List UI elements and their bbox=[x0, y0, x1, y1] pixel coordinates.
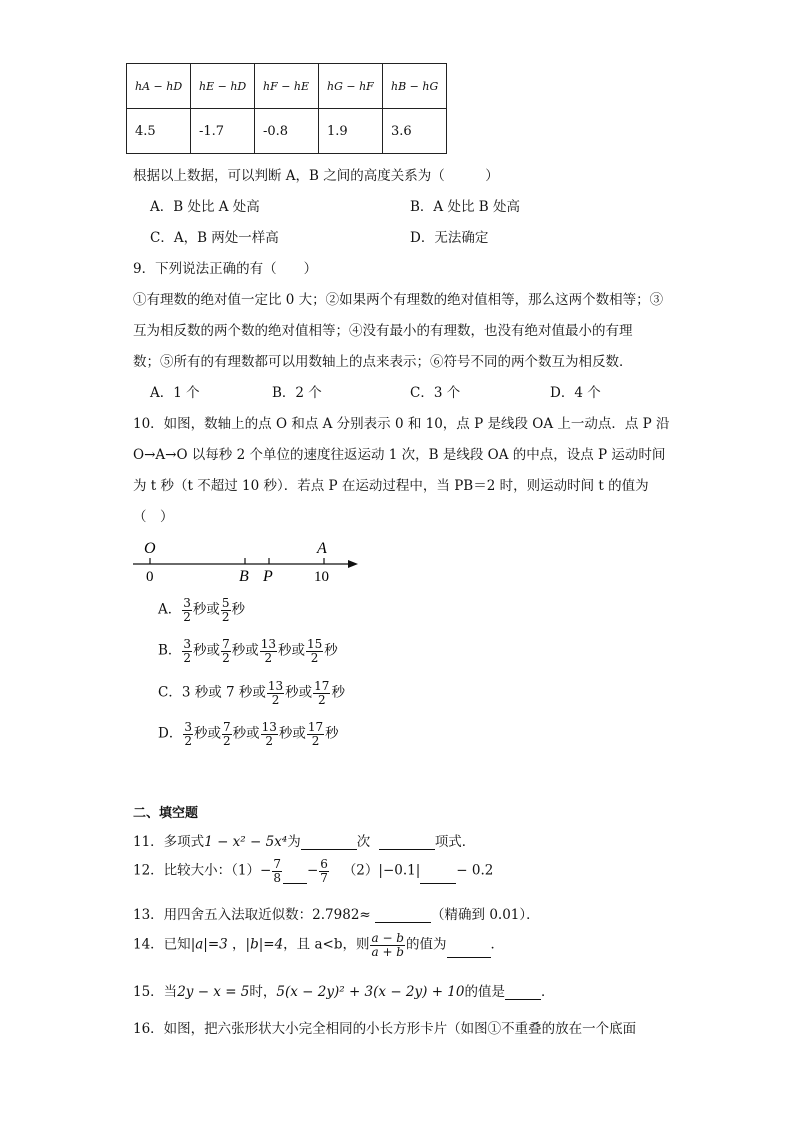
table-header-cell: hB − hG bbox=[383, 64, 447, 109]
q12-fraction-2: $\frac{6}{7}$ bbox=[320, 857, 328, 885]
q10-stem-line: 10．如图，数轴上的点 O 和点 A 分别表示 0 和 10，点 P 是线段 OA 上一动点．点 P 沿 bbox=[133, 416, 670, 432]
q14-a: |a|=3 bbox=[190, 936, 228, 953]
time-unit: 秒或 bbox=[231, 642, 259, 659]
time-fraction: $\frac{15}{2}$ bbox=[306, 637, 323, 665]
table-cell: -1.7 bbox=[191, 109, 255, 154]
q14-b: |b|=4 bbox=[245, 936, 284, 953]
q13-prefix: 13．用四舍五入法取近似数：2.7982≈ bbox=[133, 907, 371, 923]
table-cell: 3.6 bbox=[383, 109, 447, 154]
q8-option-c: C．A，B 两处一样高 bbox=[150, 230, 279, 246]
number-line-arrow bbox=[348, 560, 358, 568]
q13-post: （精确到 0.01）． bbox=[431, 907, 540, 923]
time-fraction: $\frac{7}{2}$ bbox=[222, 720, 231, 748]
q15-expression: 5(x − 2y)² + 3(x − 2y) + 10 bbox=[276, 984, 465, 1000]
time-unit: 秒或 bbox=[193, 725, 221, 742]
q9-option-c: C．3 个 bbox=[410, 385, 461, 401]
time-fraction: $\frac{3}{2}$ bbox=[183, 637, 192, 665]
label-b: B bbox=[239, 568, 249, 585]
q8-option-d: D．无法确定 bbox=[410, 230, 489, 246]
q11-expression: 1 − x² − 5x⁴ bbox=[204, 834, 288, 850]
q11-t1: 次 bbox=[356, 834, 371, 850]
q13-blank[interactable] bbox=[375, 910, 431, 923]
q12-blank-1[interactable] bbox=[283, 871, 307, 884]
q9-statement-line: 互为相反数的两个数的绝对值相等；④没有最小的有理数，也没有绝对值最小的有理 bbox=[133, 323, 633, 339]
time-fraction: $\frac{5}{2}$ bbox=[221, 596, 230, 624]
time-unit: 秒 bbox=[231, 601, 246, 618]
time-fraction: $\frac{7}{2}$ bbox=[222, 637, 230, 665]
time-fraction: $\frac{13}{2}$ bbox=[267, 679, 284, 707]
q14-fraction: $\frac{a - b}{a + b}$ bbox=[371, 931, 404, 959]
q11-mid: 为 bbox=[287, 834, 301, 850]
time-unit: 秒或 bbox=[278, 725, 306, 742]
table-cell: 4.5 bbox=[127, 109, 191, 154]
time-fraction: $\frac{13}{2}$ bbox=[261, 720, 277, 748]
q14-blank[interactable] bbox=[447, 945, 491, 958]
number-line-figure bbox=[128, 535, 368, 587]
q15-condition: 2y − x = 5 bbox=[177, 984, 250, 1000]
q11-blank-2[interactable] bbox=[379, 837, 435, 850]
q9-option-a: A．1 个 bbox=[150, 385, 200, 401]
label-zero: 0 bbox=[146, 569, 154, 585]
label-a: A bbox=[317, 540, 327, 557]
q11-t2: 项式． bbox=[434, 834, 476, 850]
q11-blank-1[interactable] bbox=[301, 837, 357, 850]
option-prefix: C．3 秒或 7 秒或 bbox=[158, 684, 266, 701]
q9-stem: 9．下列说法正确的有（ ） bbox=[133, 261, 318, 277]
q14: 14．已知|a|=3 ，|b|=4，且 a<b，则 $\frac{a - b}{a + b}$ 的值为 ． bbox=[133, 931, 504, 959]
time-fraction: $\frac{13}{2}$ bbox=[260, 637, 276, 665]
q10-option-d bbox=[158, 721, 339, 747]
q12: 12．比较大小：（1）− $\frac{7}{8}$ − $\frac{6}{7}$ （2）|−0.1| − 0.2 bbox=[133, 857, 494, 885]
q15-end: ． bbox=[540, 984, 555, 1000]
time-unit: 秒或 bbox=[192, 601, 220, 618]
q8-stem: 根据以上数据，可以判断 A，B 之间的高度关系为（ ） bbox=[133, 168, 499, 184]
q12-abs: |−0.1| bbox=[378, 862, 421, 879]
table-header-cell: hA − hD bbox=[127, 64, 191, 109]
q10-stem-line: 为 t 秒（t 不超过 10 秒）．若点 P 在运动过程中，当 PB＝2 时，则运动时间 t 的值为 bbox=[133, 478, 649, 494]
q10-option-b bbox=[158, 638, 338, 664]
table-header-row bbox=[127, 64, 447, 109]
section-title: 二、填空题 bbox=[133, 806, 199, 821]
q9-option-d: D．4 个 bbox=[550, 385, 601, 401]
option-prefix: A． bbox=[158, 601, 182, 618]
q15 bbox=[133, 980, 554, 1000]
q14-end: ． bbox=[490, 936, 504, 953]
table-header-cell: hF − hE bbox=[255, 64, 319, 109]
time-unit: 秒或 bbox=[277, 642, 305, 659]
table-header-cell: hE − hD bbox=[191, 64, 255, 109]
q9-option-b: B．2 个 bbox=[272, 385, 322, 401]
q14-cond: ，且 a<b，则 bbox=[283, 936, 370, 953]
q10-option-c bbox=[158, 680, 345, 706]
time-fraction: $\frac{3}{2}$ bbox=[183, 596, 191, 624]
q15-prefix: 15．当 bbox=[133, 984, 178, 1000]
q15-post: 的值是 bbox=[464, 984, 505, 1000]
table-row bbox=[127, 109, 447, 154]
q9-statement-line: 数；⑤所有的有理数都可以用数轴上的点来表示；⑥符号不同的两个数互为相反数． bbox=[133, 354, 633, 370]
time-unit: 秒 bbox=[331, 684, 345, 701]
q10-stem-line: O→A→O 以每秒 2 个单位的速度往返运动 1 次，B 是线段 OA 的中点，设点 P 运动时间 bbox=[133, 447, 666, 463]
q12-blank-2[interactable] bbox=[420, 871, 456, 884]
q15-mid: 时， bbox=[249, 984, 277, 1000]
label-p: P bbox=[263, 568, 273, 585]
q14-prefix: 14．已知 bbox=[133, 936, 191, 953]
table-cell: 1.9 bbox=[319, 109, 383, 154]
option-prefix: B． bbox=[158, 642, 182, 659]
time-fraction: $\frac{17}{2}$ bbox=[307, 720, 324, 748]
q12-part2: （2） bbox=[342, 862, 379, 879]
q15-blank[interactable] bbox=[505, 987, 541, 1000]
q10-stem-line: （ ） bbox=[133, 509, 174, 525]
q8-option-a: A．B 处比 A 处高 bbox=[150, 199, 260, 215]
q10-option-a bbox=[158, 597, 245, 623]
q8-option-b: B．A 处比 B 处高 bbox=[410, 199, 520, 215]
time-unit: 秒 bbox=[325, 725, 339, 742]
time-unit: 秒或 bbox=[285, 684, 313, 701]
option-prefix: D． bbox=[158, 725, 183, 742]
label-o: O bbox=[144, 540, 156, 557]
q9-statement-line: ①有理数的绝对值一定比 0 大；②如果两个有理数的绝对值相等，那么这两个数相等；③ bbox=[133, 292, 664, 308]
q12-prefix: 12．比较大小：（1） bbox=[133, 862, 261, 879]
q14-post: 的值为 bbox=[406, 936, 447, 953]
time-fraction: $\frac{3}{2}$ bbox=[184, 720, 192, 748]
q11-prefix: 11．多项式 bbox=[133, 834, 205, 850]
q12-rhs: − 0.2 bbox=[456, 862, 494, 879]
time-unit: 秒或 bbox=[193, 642, 221, 659]
q11 bbox=[133, 830, 475, 850]
label-ten: 10 bbox=[314, 569, 329, 585]
q13 bbox=[133, 903, 540, 923]
time-unit: 秒或 bbox=[232, 725, 260, 742]
time-unit: 秒 bbox=[324, 642, 338, 659]
q16-stem: 16．如图，把六张形状大小完全相同的小长方形卡片（如图①不重叠的放在一个底面 bbox=[133, 1021, 637, 1037]
height-difference-table bbox=[126, 63, 447, 154]
time-fraction: $\frac{17}{2}$ bbox=[314, 679, 330, 707]
table-header-cell: hG − hF bbox=[319, 64, 383, 109]
table-cell: -0.8 bbox=[255, 109, 319, 154]
q12-fraction-1: $\frac{7}{8}$ bbox=[273, 857, 281, 885]
